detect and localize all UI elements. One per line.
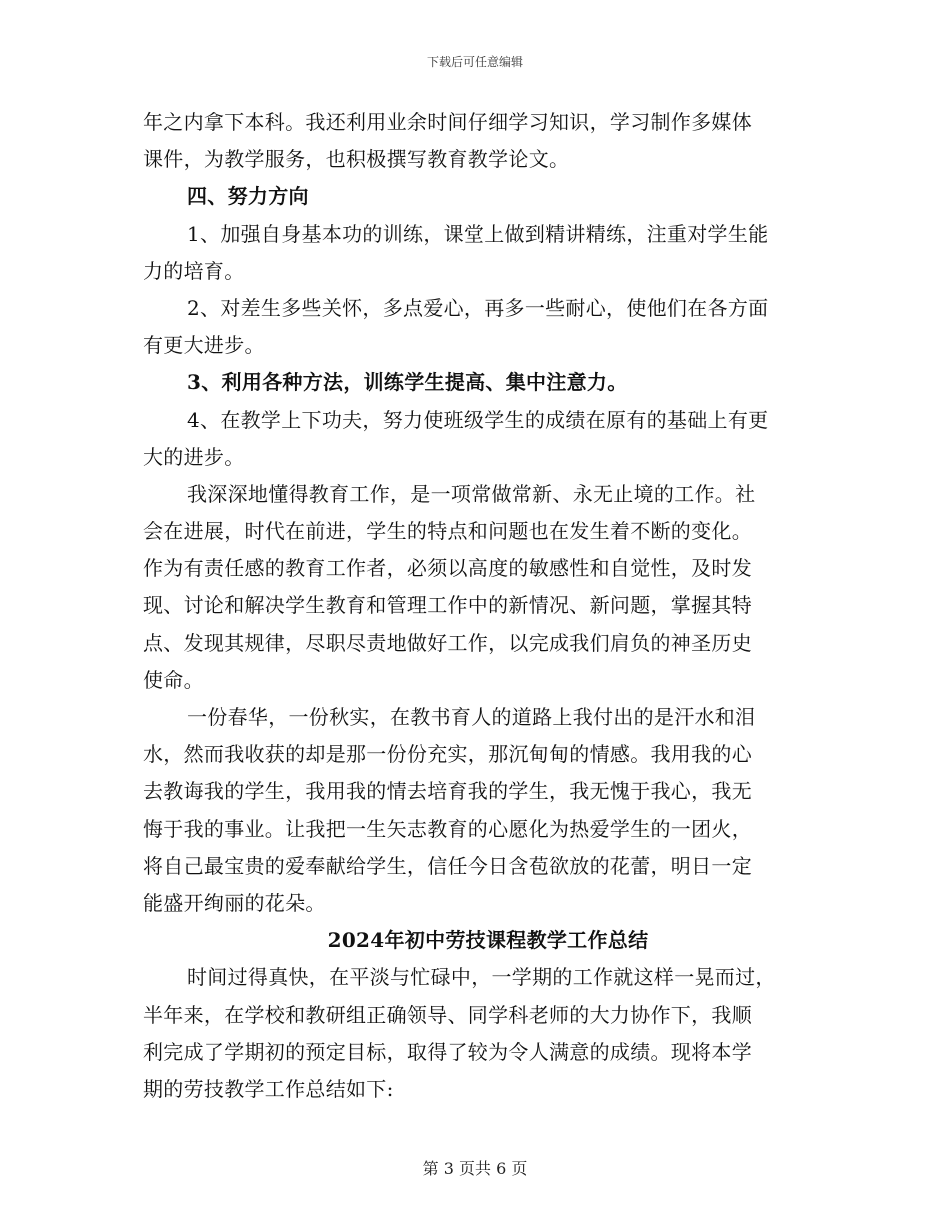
text-line: 能盛开绚丽的花朵。 xyxy=(143,890,326,915)
text-line: 大的进步。 xyxy=(143,444,245,469)
text-line: 会在进展，时代在前进，学生的特点和问题也在发生着不断的变化。 xyxy=(143,519,752,544)
text-line: 去教诲我的学生，我用我的情去培育我的学生，我无愧于我心，我无 xyxy=(143,779,752,804)
page-footer: 第 3 页共 6 页 xyxy=(422,1159,528,1178)
text-line: 半年来，在学校和教研组正确领导、同学科老师的大力协作下，我顺 xyxy=(143,1002,752,1027)
text-line: 作为有责任感的教育工作者，必须以高度的敏感性和自觉性，及时发 xyxy=(143,556,752,581)
text-line: 年之内拿下本科。我还利用业余时间仔细学习知识，学习制作多媒体 xyxy=(143,110,752,134)
text-line: 使命。 xyxy=(143,667,204,692)
section-heading: 四、努力方向 xyxy=(187,184,309,209)
text-line: 一份春华，一份秋实，在教书育人的道路上我付出的是汗水和泪 xyxy=(187,705,756,729)
text-line: 将自己最宝贵的爱奉献给学生，信任今日含苞欲放的花蕾，明日一定 xyxy=(143,853,752,878)
text-line: 力的培育。 xyxy=(143,258,245,283)
text-line: 4、在教学上下功夫，努力使班级学生的成绩在原有的基础上有更 xyxy=(187,407,769,432)
text-line: 期的劳技教学工作总结如下: xyxy=(143,1076,394,1101)
text-line: 点、发现其规律，尽职尽责地做好工作，以完成我们肩负的神圣历史 xyxy=(143,630,752,655)
section-title: 2024年初中劳技课程教学工作总结 xyxy=(327,928,649,953)
text-line: 时间过得真快，在平淡与忙碌中，一学期的工作就这样一晃而过， xyxy=(187,965,776,990)
document-body xyxy=(143,104,813,1108)
section-heading: 3、利用各种方法，训练学生提高、集中注意力。 xyxy=(187,370,628,395)
text-line: 我深深地懂得教育工作，是一项常做常新、永无止境的工作。社 xyxy=(187,481,756,506)
text-line: 2、对差生多些关怀，多点爱心，再多一些耐心，使他们在各方面 xyxy=(187,295,769,320)
text-line: 利完成了学期初的预定目标，取得了较为令人满意的成绩。现将本学 xyxy=(143,1039,752,1064)
text-line: 水，然而我收获的却是那一份份充实，那沉甸甸的情感。我用我的心 xyxy=(143,742,752,767)
page-header: 下载后可任意编辑 xyxy=(426,55,523,69)
text-line: 课件，为教学服务，也积极撰写教育教学论文。 xyxy=(143,147,570,172)
text-line: 1、加强自身基本功的训练，课堂上做到精讲精练，注重对学生能 xyxy=(187,221,769,246)
text-line: 悔于我的事业。让我把一生矢志教育的心愿化为热爱学生的一团火， xyxy=(143,816,752,841)
text-line: 有更大进步。 xyxy=(143,333,265,358)
text-line: 现、讨论和解决学生教育和管理工作中的新情况、新问题，掌握其特 xyxy=(143,593,752,618)
